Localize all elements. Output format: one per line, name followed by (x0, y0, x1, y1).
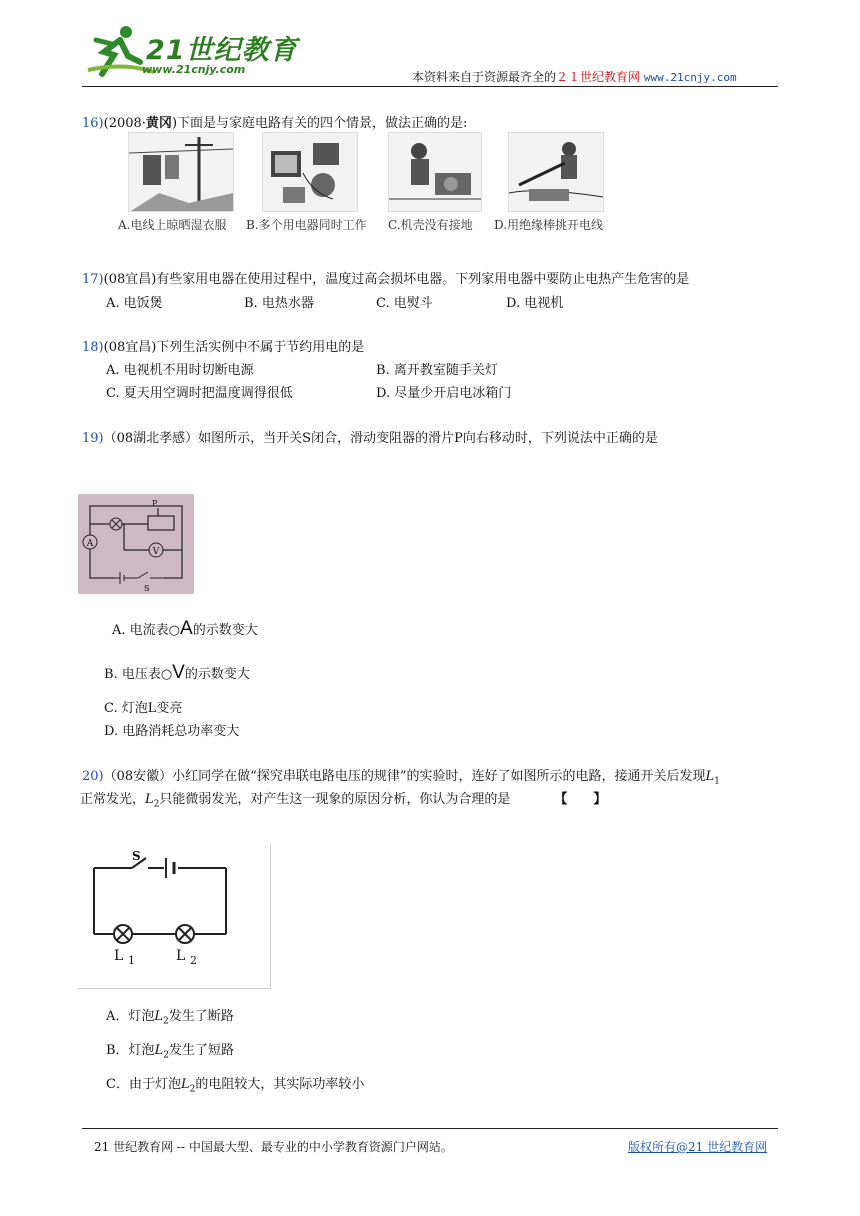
q19-option-b (104, 662, 250, 684)
q17-option-c: C. 电熨斗 (376, 296, 433, 311)
q20-option-b (106, 1039, 234, 1061)
power-line-clothes-icon (129, 133, 233, 211)
q16-stem (82, 112, 467, 131)
q20-option-b-pre: B．灯泡 (106, 1043, 155, 1058)
q19-number: 19) (82, 431, 104, 446)
q20-option-a-post: 发生了断路 (168, 1009, 234, 1024)
q20-lamp2-icon (176, 925, 194, 943)
q20-l2-label: L (176, 948, 186, 964)
q19-voltmeter-label: V (152, 547, 160, 557)
q20-option-a-l: L (154, 1009, 164, 1024)
q20-option-c-post: 的电阻较大，其实际功率较小 (195, 1077, 365, 1092)
q19-option-d: D. 电路消耗总功率变大 (104, 724, 240, 739)
q19-battery-switch-icon (114, 572, 164, 584)
q19-option-b-pre: B. 电压表○ (104, 667, 173, 682)
q20-option-c-sub: 2 (189, 1084, 196, 1095)
q20-option-a-pre: A．灯泡 (106, 1009, 155, 1024)
q17-option-d: D. 电视机 (506, 296, 564, 311)
q18-option-d: D. 尽量少开启电冰箱门 (376, 386, 512, 401)
q20-text-c: 只能微弱发光，对产生这一现象的原因分析，你认为合理的是 (159, 792, 511, 807)
source-prefix: 本资料来自于资源最齐全的 (412, 70, 557, 84)
q17-number: 17) (82, 272, 104, 287)
q19-option-a-pre: A. 电流表○ (112, 623, 180, 638)
q16-caption-b: B.多个用电器同时工作 (246, 218, 367, 232)
appliances-icon (263, 133, 357, 211)
q16-photo-c (388, 132, 482, 212)
q18-option-b: B. 离开教室随手关灯 (376, 363, 498, 378)
logo-url: www.21cnjy.com (142, 63, 246, 76)
q20-battery-icon (166, 858, 174, 878)
q16-caption-c: C.机壳没有接地 (388, 218, 473, 232)
q19-circuit-figure (78, 494, 194, 594)
q19-lamp-icon (110, 518, 122, 530)
q19-text: （08湖北孝感）如图所示，当开关S闭合，滑动变阻器的滑片P向右移动时，下列说法中正确的是 (103, 431, 658, 446)
q19-voltmeter-icon (149, 543, 163, 557)
header-rule (82, 86, 778, 87)
q20-stem-line2 (80, 788, 606, 810)
q18-option-a: A. 电视机不用时切断电源 (106, 363, 254, 378)
q20-lamp1-icon (114, 925, 132, 943)
q20-switch-label: S (132, 849, 141, 863)
q17-stem (82, 268, 689, 287)
q19-option-b-post: 的示数变大 (184, 667, 250, 682)
q20-l1-sub-label: 1 (128, 954, 135, 967)
q16-number: 16) (82, 116, 104, 131)
q20-option-a-sub: 2 (163, 1016, 169, 1027)
q16-photo-d (508, 132, 604, 212)
q17-option-b: B. 电热水器 (244, 296, 314, 311)
q20-l2-sub: 2 (153, 799, 160, 810)
source-url[interactable]: www.21cnjy.com (643, 71, 737, 84)
footer-left: 21 世纪教育网 -- 中国最大型、最专业的中小学教育资源门户网站。 (94, 1140, 453, 1154)
q16-source-a: (2008· (103, 116, 146, 131)
q20-l1-label: L (114, 948, 124, 964)
q18-option-c: C. 夏天用空调时把温度调得很低 (106, 386, 293, 401)
q20-circuit-diagram (78, 844, 270, 988)
q19-ammeter-label: A (86, 539, 94, 549)
q20-l1-sub: 1 (714, 776, 720, 787)
q18-stem (82, 336, 364, 355)
q19-slider-label: P (152, 499, 158, 508)
q19-ammeter-symbol: A (180, 618, 193, 639)
q19-voltmeter-symbol: V (172, 662, 185, 683)
insulated-rod-icon (509, 133, 603, 211)
q20-option-c-l: L (180, 1077, 190, 1092)
q20-option-c (106, 1073, 364, 1095)
q20-answer-bracket: 【 】 (554, 792, 607, 807)
q20-text-b: 正常发光， (80, 792, 146, 807)
q20-number: 20) (82, 769, 104, 784)
q20-option-a (106, 1005, 234, 1027)
q16-photo-b (262, 132, 358, 212)
q16-photo-a (128, 132, 234, 212)
q18-number: 18) (82, 340, 104, 355)
q19-option-a-post: 的示数变大 (192, 623, 258, 638)
q17-option-a: A. 电饭煲 (106, 296, 163, 311)
q20-l1: L (705, 769, 715, 784)
q19-switch-label: S (144, 584, 150, 593)
q19-circuit-diagram (78, 494, 194, 594)
q16-source-b: 黄冈 (145, 116, 172, 131)
source-site[interactable]: ２１世纪教育网 (556, 70, 641, 84)
q20-l2: L (145, 792, 154, 807)
q19-option-a (112, 618, 258, 640)
logo-text: 21世纪教育 (146, 35, 298, 66)
q20-text-a: （08安徽）小红同学在做“探究串联电路电压的规律”的实验时，连好了如图所示的电路，接通开关后发现 (103, 769, 706, 784)
q16-caption-d: D.用绝缘棒挑开电线 (494, 218, 604, 232)
machine-worker-icon (389, 133, 481, 211)
q19-ammeter-icon (83, 535, 97, 549)
q20-stem-line1 (82, 765, 720, 787)
source-note (412, 68, 737, 85)
q20-option-b-post: 发生了短路 (168, 1043, 234, 1058)
q19-option-c: C. 灯泡L变亮 (104, 701, 183, 716)
q20-option-b-l: L (154, 1043, 164, 1058)
q16-text: )下面是与家庭电路有关的四个情景，做法正确的是: (171, 116, 468, 131)
q18-text: (08宜昌)下列生活实例中不属于节约用电的是 (103, 340, 365, 355)
footer-copyright-link[interactable]: 版权所有@21 世纪教育网 (628, 1140, 768, 1154)
q19-stem (82, 427, 658, 446)
q20-option-c-pre: C．由于灯泡 (106, 1077, 181, 1092)
q20-circuit-figure (78, 844, 271, 989)
q16-caption-a: A.电线上晾晒湿衣服 (118, 218, 227, 232)
q20-l2-sub-label: 2 (190, 954, 197, 967)
q20-option-b-sub: 2 (163, 1050, 169, 1061)
q17-text: (08宜昌)有些家用电器在使用过程中，温度过高会损坏电器。下列家用电器中要防止电热产生危害的是 (103, 272, 690, 287)
footer-rule (82, 1128, 778, 1129)
